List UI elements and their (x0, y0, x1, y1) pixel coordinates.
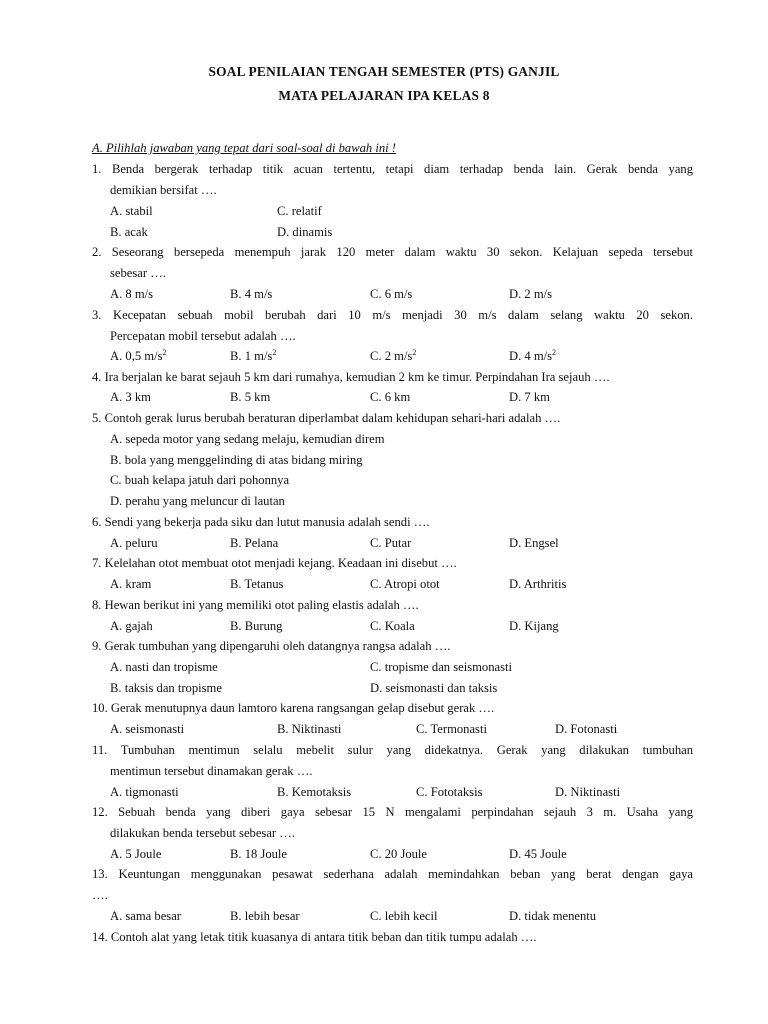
option-2c: C. 6 m/s (370, 287, 413, 301)
option-7d: D. Arthritis (509, 577, 567, 591)
question-11-cont: mentimun tersebut dinamakan gerak …. (110, 764, 313, 778)
option-9b: B. taksis dan tropisme (110, 681, 222, 695)
option-7a: A. kram (110, 577, 152, 591)
option-4b: B. 5 km (230, 390, 271, 404)
superscript: 2 (162, 348, 167, 357)
option-9d: D. seismonasti dan taksis (370, 681, 498, 695)
option-4a: A. 3 km (110, 390, 151, 404)
option-9c: C. tropisme dan seismonasti (370, 660, 513, 674)
question-13-cont: …. (92, 888, 108, 902)
superscript: 2 (272, 348, 277, 357)
option-12b: B. 18 Joule (230, 847, 288, 861)
option-6b: B. Pelana (230, 536, 279, 550)
question-1-cont: demikian bersifat …. (110, 183, 217, 197)
option-11b: B. Kemotaksis (277, 785, 352, 799)
option-13b: B. lebih besar (230, 909, 300, 923)
option-7c: C. Atropi otot (370, 577, 440, 591)
question-13: 13. Keuntungan menggunakan pesawat sederhana adalah memindahkan beban yang berat dengan gaya (92, 867, 693, 881)
question-1: 1. Benda bergerak terhadap titik acuan tertentu, tetapi diam terhadap benda lain. Gerak benda yang (92, 162, 693, 176)
question-14: 14. Contoh alat yang letak titik kuasanya di antara titik beban dan titik tumpu adalah …. (92, 930, 537, 944)
option-2b: B. 4 m/s (230, 287, 273, 301)
option-9a: A. nasti dan tropisme (110, 660, 218, 674)
option-4d: D. 7 km (509, 390, 550, 404)
page-title: SOAL PENILAIAN TENGAH SEMESTER (PTS) GANJIL (208, 64, 560, 79)
question-7: 7. Kelelahan otot membuat otot menjadi kejang. Keadaan ini disebut …. (92, 556, 457, 570)
page-subtitle: MATA PELAJARAN IPA KELAS 8 (278, 88, 490, 103)
option-11c: C. Fototaksis (416, 785, 483, 799)
option-5d: D. perahu yang meluncur di lautan (110, 494, 285, 508)
option-11d: D. Niktinasti (555, 785, 621, 799)
option-10d: D. Fotonasti (555, 722, 618, 736)
option-1d: D. dinamis (277, 225, 333, 239)
question-8: 8. Hewan berikut ini yang memiliki otot paling elastis adalah …. (92, 598, 419, 612)
option-4c: C. 6 km (370, 390, 411, 404)
option-2d: D. 2 m/s (509, 287, 553, 301)
option-12d: D. 45 Joule (509, 847, 567, 861)
question-10: 10. Gerak menutupnya daun lamtoro karena rangsangan gelap disebut gerak …. (92, 701, 495, 715)
option-10b: B. Niktinasti (277, 722, 342, 736)
option-3a: A. 0,5 $m/s^2$ (110, 348, 167, 363)
question-6: 6. Sendi yang bekerja pada siku dan lutut manusia adalah sendi …. (92, 515, 430, 529)
option-2a: A. 8 m/s (110, 287, 154, 301)
option-13c: C. lebih kecil (370, 909, 438, 923)
option-6a: A. peluru (110, 536, 158, 550)
question-9: 9. Gerak tumbuhan yang dipengaruhi oleh datangnya rangsa adalah …. (92, 639, 451, 653)
option-8c: C. Koala (370, 619, 415, 633)
question-3: 3. Kecepatan sebuah mobil berubah dari 10 m/s menjadi 30 m/s dalam selang waktu 20 sekon. (92, 308, 693, 322)
option-3c: C. 2 $m/s^2$ (370, 348, 417, 363)
option-1b: B. acak (110, 225, 148, 239)
option-6c: C. Putar (370, 536, 412, 550)
option-5a: A. sepeda motor yang sedang melaju, kemudian direm (110, 432, 385, 446)
option-12c: C. 20 Joule (370, 847, 428, 861)
option-11a: A. tigmonasti (110, 785, 179, 799)
question-12: 12. Sebuah benda yang diberi gaya sebesar 15 N mengalami perpindahan sejauh 3 m. Usaha yang (92, 805, 693, 819)
option-13a: A. sama besar (110, 909, 181, 923)
option-8a: A. gajah (110, 619, 153, 633)
superscript: 2 (412, 348, 417, 357)
option-3d: D. 4 $m/s^2$ (509, 348, 557, 363)
option-3b: B. 1 $m/s^2$ (230, 348, 277, 363)
option-1c: C. relatif (277, 204, 322, 218)
option-5b: B. bola yang menggelinding di atas bidang miring (110, 453, 363, 467)
option-10c: C. Termonasti (416, 722, 487, 736)
question-4: 4. Ira berjalan ke barat sejauh 5 km dari rumahya, kemudian 2 km ke timur. Perpindahan Ira sejauh …. (92, 370, 610, 384)
question-11: 11. Tumbuhan mentimun selalu mebelit sulur yang didekatnya. Gerak yang dilakukan tumbuhan (92, 743, 693, 757)
superscript: 2 (552, 348, 557, 357)
option-1a: A. stabil (110, 204, 153, 218)
option-10a: A. seismonasti (110, 722, 185, 736)
option-6d: D. Engsel (509, 536, 559, 550)
option-5c: C. buah kelapa jatuh dari pohonnya (110, 473, 290, 487)
question-12-cont: dilakukan benda tersebut sebesar …. (110, 826, 295, 840)
option-12a: A. 5 Joule (110, 847, 162, 861)
option-7b: B. Tetanus (230, 577, 284, 591)
option-8d: D. Kijang (509, 619, 559, 633)
question-3-cont: Percepatan mobil tersebut adalah …. (110, 329, 296, 343)
section-instruction: A. Pilihlah jawaban yang tepat dari soal-soal di bawah ini ! (92, 141, 396, 155)
question-2-cont: sebesar …. (110, 266, 166, 280)
question-2: 2. Seseorang bersepeda menempuh jarak 120 meter dalam waktu 30 sekon. Kelajuan sepeda tersebut (92, 245, 693, 259)
option-8b: B. Burung (230, 619, 283, 633)
question-5: 5. Contoh gerak lurus berubah beraturan diperlambat dalam kehidupan sehari-hari adalah …. (92, 411, 561, 425)
option-13d: D. tidak menentu (509, 909, 597, 923)
